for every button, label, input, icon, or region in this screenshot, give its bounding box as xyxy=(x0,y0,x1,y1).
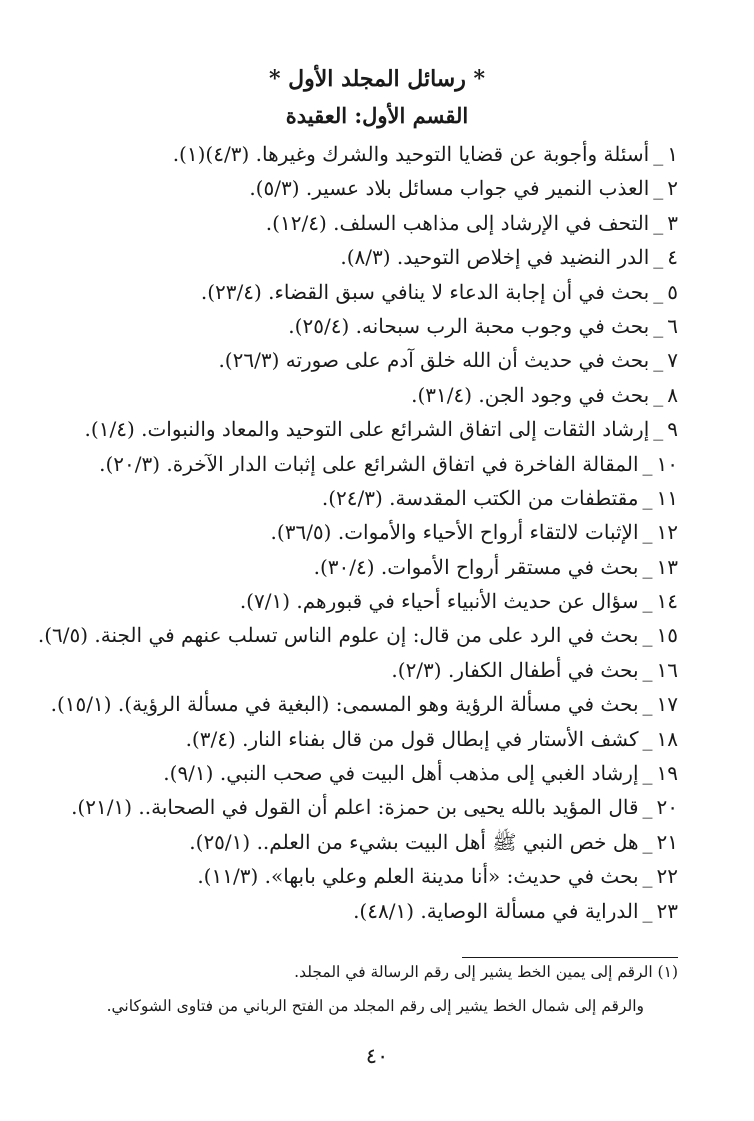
item-title: بحث في حديث: «أنا مدينة العلم وعلي بابها». (١١/٣). xyxy=(197,864,639,889)
item-title: الدر النضيد في إخلاص التوحيد. (٨/٣). xyxy=(340,245,650,270)
list-item xyxy=(0,515,678,549)
item-dash: _ xyxy=(642,864,653,889)
item-title: مقتطفات من الكتب المقدسة. (٢٤/٣). xyxy=(321,485,639,510)
item-title: الدراية في مسألة الوصاية. (٤٨/١). xyxy=(353,898,639,923)
item-title: بحث في الرد على من قال: إن علوم الناس تسلب عنهم في الجنة. (٦/٥). xyxy=(37,623,639,648)
item-dash: _ xyxy=(653,176,664,201)
item-dash: _ xyxy=(653,279,664,304)
list-item xyxy=(0,171,678,205)
item-number: ١ xyxy=(667,142,678,166)
list-item xyxy=(0,378,678,412)
item-dash: _ xyxy=(653,348,664,373)
item-title: بحث في وجود الجن. (٣١/٤). xyxy=(411,382,650,407)
list-item xyxy=(0,756,678,790)
footnote-divider xyxy=(462,957,678,958)
item-number: ٨ xyxy=(667,382,678,407)
list-item xyxy=(0,309,678,343)
item-number: ١٦ xyxy=(656,657,678,682)
item-dash: _ xyxy=(642,761,653,786)
section-heading: القسم الأول: العقيدة xyxy=(285,103,469,128)
item-title: أسئلة وأجوبة عن قضايا التوحيد والشرك وغيرها. (٤/٣)(١). xyxy=(172,142,650,166)
item-title: بحث في حديث أن الله خلق آدم على صورته (٢٦/٣). xyxy=(218,348,650,373)
footnote-1: (١) الرقم إلى يمين الخط يشير إلى رقم الرسالة في المجلد. xyxy=(294,963,678,981)
item-dash: _ xyxy=(642,451,653,476)
list-item xyxy=(0,653,678,687)
item-number: ١٤ xyxy=(656,589,678,614)
list-item xyxy=(0,550,678,584)
item-title: هل خص النبي ﷺ أهل البيت بشيء من العلم.. (٢٥/١). xyxy=(189,829,639,854)
item-number: ٢ xyxy=(667,176,678,201)
item-title: بحث في مسألة الرؤية وهو المسمى: (البغية في مسألة الرؤية). (١٥/١). xyxy=(50,692,639,717)
item-dash: _ xyxy=(642,726,653,751)
item-number: ١٥ xyxy=(656,623,678,648)
item-title: المقالة الفاخرة في اتفاق الشرائع على إثبات الدار الآخرة. (٢٠/٣). xyxy=(99,451,639,476)
item-number: ٢٠ xyxy=(656,795,678,820)
item-dash: _ xyxy=(642,520,653,545)
list-item xyxy=(0,618,678,652)
item-number: ١٨ xyxy=(656,726,678,751)
list-item xyxy=(0,859,678,893)
contents-list xyxy=(0,137,678,928)
item-dash: _ xyxy=(642,589,653,614)
item-dash: _ xyxy=(642,829,653,854)
item-number: ٣ xyxy=(667,210,678,235)
item-dash: _ xyxy=(653,245,664,270)
item-title: التحف في الإرشاد إلى مذاهب السلف. (١٢/٤). xyxy=(265,210,650,235)
item-number: ٢٢ xyxy=(656,864,678,889)
list-item xyxy=(0,137,678,171)
item-title: الإثبات لالتقاء أرواح الأحياء والأموات. (٣٦/٥). xyxy=(270,520,639,545)
item-number: ٧ xyxy=(667,348,678,373)
item-number: ٩ xyxy=(667,417,678,442)
item-number: ٤ xyxy=(667,245,678,270)
list-item xyxy=(0,412,678,446)
list-item xyxy=(0,790,678,824)
item-dash: _ xyxy=(653,313,664,338)
item-title: كشف الأستار في إبطال قول من قال بفناء النار. (٣/٤). xyxy=(185,726,639,751)
list-item xyxy=(0,206,678,240)
footnote-2: والرقم إلى شمال الخط يشير إلى رقم المجلد من الفتح الرباني من فتاوى الشوكاني. xyxy=(106,997,644,1015)
item-dash: _ xyxy=(642,795,653,820)
item-title: بحث في وجوب محبة الرب سبحانه. (٢٥/٤). xyxy=(288,313,650,338)
list-item xyxy=(0,240,678,274)
item-number: ١٧ xyxy=(656,692,678,717)
item-title: إرشاد الغبي إلى مذهب أهل البيت في صحب النبي. (٩/١). xyxy=(163,761,639,786)
item-number: ١١ xyxy=(656,485,678,510)
list-item xyxy=(0,722,678,756)
item-title: العذب النمير في جواب مسائل بلاد عسير. (٥/٣). xyxy=(249,176,650,201)
list-item xyxy=(0,275,678,309)
page-heading: * رسائل المجلد الأول * xyxy=(268,66,486,92)
item-number: ٢١ xyxy=(656,829,678,854)
list-item xyxy=(0,481,678,515)
item-title: بحث في أن إجابة الدعاء لا ينافي سبق القضاء. (٢٣/٤). xyxy=(200,279,650,304)
item-number: ٥ xyxy=(667,279,678,304)
item-dash: _ xyxy=(642,898,653,923)
item-number: ١٩ xyxy=(656,761,678,786)
item-dash: _ xyxy=(642,692,653,717)
list-item xyxy=(0,687,678,721)
item-dash: _ xyxy=(653,417,664,442)
list-item xyxy=(0,825,678,859)
item-number: ٢٣ xyxy=(656,898,678,923)
item-dash: _ xyxy=(653,142,664,166)
item-title: بحث في مستقر أرواح الأموات. (٣٠/٤). xyxy=(313,554,639,579)
item-dash: _ xyxy=(642,485,653,510)
item-number: ١٣ xyxy=(656,554,678,579)
item-dash: _ xyxy=(642,657,653,682)
item-title: سؤال عن حديث الأنبياء أحياء في قبورهم. (٧/١). xyxy=(239,589,639,614)
list-item xyxy=(0,584,678,618)
item-number: ٦ xyxy=(667,313,678,338)
item-dash: _ xyxy=(642,623,653,648)
list-item xyxy=(0,447,678,481)
item-number: ١٢ xyxy=(656,520,678,545)
page-number: ٤٠ xyxy=(365,1044,389,1068)
item-title: إرشاد الثقات إلى اتفاق الشرائع على التوحيد والمعاد والنبوات. (١/٤). xyxy=(84,417,650,442)
item-dash: _ xyxy=(642,554,653,579)
item-number: ١٠ xyxy=(656,451,678,476)
item-dash: _ xyxy=(653,382,664,407)
item-title: قال المؤيد بالله يحيى بن حمزة: اعلم أن القول في الصحابة.. (٢١/١). xyxy=(71,795,639,820)
item-dash: _ xyxy=(653,210,664,235)
item-title: بحث في أطفال الكفار. (٢/٣). xyxy=(391,657,639,682)
list-item xyxy=(0,894,678,928)
list-item xyxy=(0,343,678,377)
